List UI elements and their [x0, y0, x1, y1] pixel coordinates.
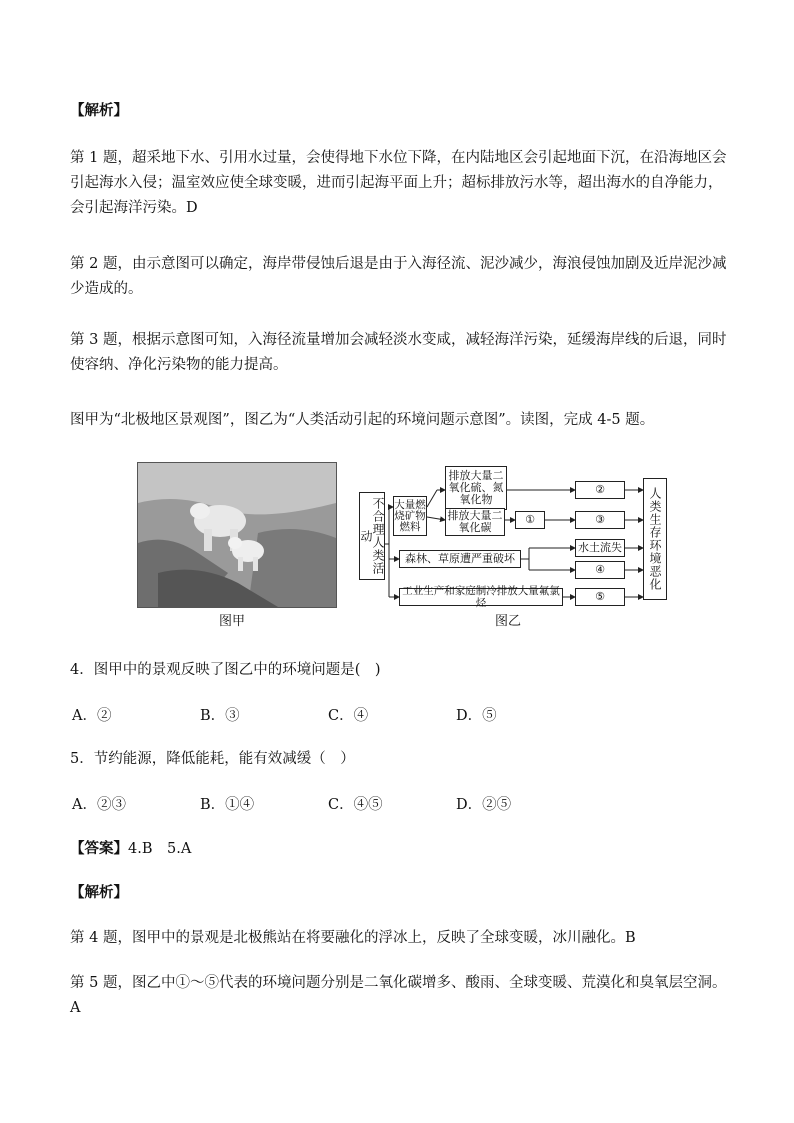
- answer-text: 4.B 5.A: [128, 841, 192, 857]
- forest-damage-box: 森林、草原遭严重破坏: [399, 550, 521, 568]
- emission-so2-box: 排放大量二氧化硫、氮氧化物: [445, 466, 507, 510]
- analysis-q5: 第 5 题，图乙中①～⑤代表的环境问题分别是二氧化碳增多、酸雨、全球变暖、荒漠化和臭氧层空洞。A: [70, 975, 727, 1016]
- unreasonable-activity-box: 不合理人类活动: [359, 492, 385, 580]
- soil-erosion-box: 水土流失: [575, 539, 625, 557]
- caption-figure-a: 图甲: [219, 614, 246, 629]
- problem-1-box: ①: [515, 511, 545, 529]
- problem-2-box: ②: [575, 481, 625, 499]
- environment-worsen-box: 人类生存环境恶化: [643, 478, 667, 600]
- industry-cfc-box: 工业生产和家庭制冷排放大量氟氯烃: [399, 588, 563, 606]
- emission-co2-box: 排放大量二氧化碳: [445, 508, 505, 536]
- problem-5-box: ⑤: [575, 588, 625, 606]
- analysis-heading-2: 【解析】: [70, 885, 128, 901]
- problem-4-box: ④: [575, 561, 625, 579]
- q4-option-a: A．②: [72, 708, 112, 724]
- analysis-q3: 第 3 题，根据示意图可知，入海径流量增加会减轻淡水变咸，减轻海洋污染，延缓海岸线的后退，同时使容纳、净化污染物的能力提高。: [70, 332, 727, 373]
- analysis-heading-1: 【解析】: [70, 103, 128, 119]
- q5-option-a: A．②③: [72, 797, 126, 813]
- q5-option-d: D．②⑤: [456, 797, 512, 813]
- q4-option-c: C．④: [328, 708, 369, 724]
- question-4-stem: 4．图甲中的景观反映了图乙中的环境问题是( ): [70, 662, 381, 678]
- q5-option-c: C．④⑤: [328, 797, 383, 813]
- analysis-q1: 第 1 题，超采地下水、引用水过量，会使得地下水位下降，在内陆地区会引起地面下沉，在沿海地区会引起海水入侵；温室效应使全球变暖，进而引起海平面上升；超标排放污水等，超出海水的自净能力，会引起海洋污染。D: [70, 150, 727, 216]
- answer-line: [70, 837, 730, 862]
- problem-3-box: ③: [575, 511, 625, 529]
- figure: [137, 462, 667, 632]
- q5-option-b: B．①④: [200, 797, 255, 813]
- q4-option-b: B．③: [200, 708, 240, 724]
- caption-figure-b: 图乙: [495, 614, 522, 629]
- analysis-q4: 第 4 题，图甲中的景观是北极熊站在将要融化的浮冰上，反映了全球变暖，冰川融化。B: [70, 930, 636, 946]
- q4-option-d: D．⑤: [456, 708, 497, 724]
- question-5-stem: 5．节约能源，降低能耗，能有效减缓（ ）: [70, 751, 355, 767]
- fuel-box: 大量燃烧矿物燃料: [393, 496, 427, 536]
- analysis-q2: 第 2 题，由示意图可以确定，海岸带侵蚀后退是由于入海径流、泥沙减少，海浪侵蚀加剧及近岸泥沙减少造成的。: [70, 256, 727, 297]
- answer-label: 【答案】: [70, 841, 128, 857]
- question-intro: 图甲为“北极地区景观图”，图乙为“人类活动引起的环境问题示意图”。读图，完成 4-5 题。: [70, 412, 655, 428]
